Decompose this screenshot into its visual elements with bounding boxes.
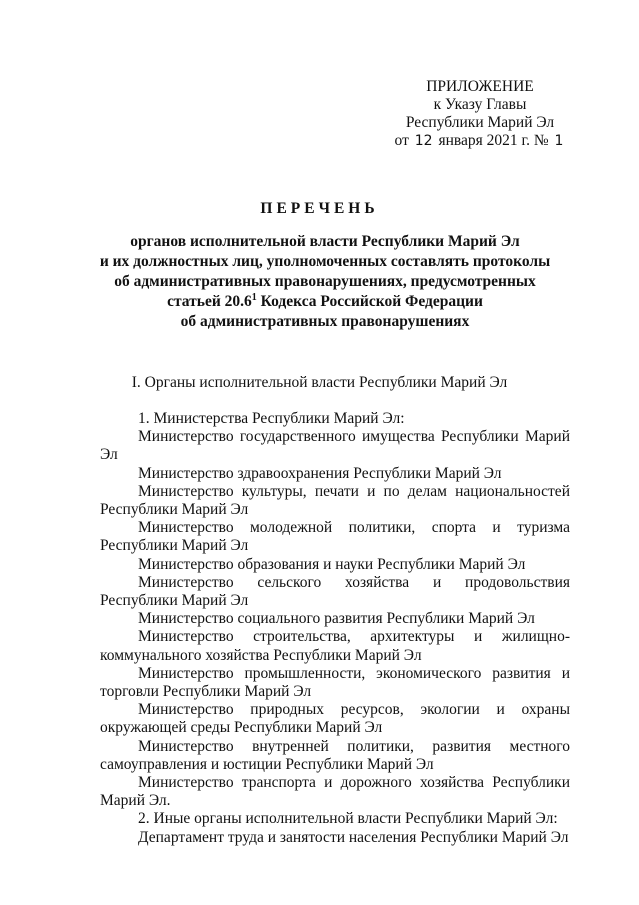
- date-rest: января 2021 г. №: [438, 132, 549, 149]
- appendix-authority: Республики Марий Эл: [405, 114, 555, 131]
- list-item: Министерство социального развития Республики Марий Эл: [138, 610, 535, 628]
- subtitle-code: Кодекса Российской Федерации: [256, 293, 483, 310]
- list-item: 1. Министерства Республики Марий Эл:: [138, 410, 405, 427]
- list-item: Министерство внутренней политики, развития местного самоуправления и юстиции Республики Марий Эл: [100, 737, 570, 773]
- appendix-ref: к Указу Главы: [433, 96, 527, 113]
- subtitle-line-3: об административных правонарушениях, предусмотренных: [114, 273, 536, 290]
- subtitle-line-4: [90, 292, 560, 312]
- list-item: Министерство строительства, архитектуры и жилищно-коммунального хозяйства Республики Марий Эл: [100, 628, 570, 664]
- subtitle-line-5: об административных правонарушениях: [180, 313, 470, 330]
- list-item: Министерство государственного имущества Республики Марий Эл: [100, 428, 570, 464]
- subtitle-line-2: и их должностных лиц, уполномоченных составлять протоколы: [99, 253, 551, 270]
- list-item: Министерство здравоохранения Республики Марий Эл: [138, 464, 502, 482]
- list-item: Министерство сельского хозяйства и продовольствия Республики Марий Эл: [100, 573, 570, 610]
- list-item: 2. Иные органы исполнительной власти Республики Марий Эл:: [138, 810, 558, 828]
- appendix-date-line: [380, 132, 580, 150]
- list-item: Департамент труда и занятости населения Республики Марий Эл: [138, 828, 569, 846]
- document-subtitle: [90, 232, 560, 332]
- document-number: 1: [554, 133, 564, 149]
- list-item: Министерство природных ресурсов, экологии и охраны окружающей среды Республики Марий Эл: [100, 701, 570, 737]
- list-item: Министерство культуры, печати и по делам национальностей Республики Марий Эл: [100, 482, 570, 519]
- list-item: Министерство промышленности, экономического развития и торговли Республики Марий Эл: [100, 664, 570, 701]
- list-item: Министерство транспорта и дорожного хозяйства Республики Марий Эл.: [100, 774, 570, 810]
- date-prefix: от: [394, 132, 409, 149]
- list-item: Министерство молодежной политики, спорта и туризма Республики Марий Эл: [100, 519, 570, 555]
- section-heading: I. Органы исполнительной власти Республики Марий Эл: [131, 374, 508, 391]
- appendix-header: [380, 78, 580, 150]
- appendix-label: ПРИЛОЖЕНИЕ: [426, 78, 534, 95]
- date-day: 12: [414, 133, 433, 149]
- document-body: [100, 410, 570, 847]
- subtitle-article-sup: 1: [251, 291, 257, 303]
- subtitle-article: статьей 20.6: [167, 293, 252, 310]
- document-title: ПЕРЕЧЕНЬ: [260, 200, 379, 217]
- list-item: Министерство образования и науки Республики Марий Эл: [138, 555, 526, 573]
- subtitle-line-1: органов исполнительной власти Республики Марий Эл: [130, 233, 520, 250]
